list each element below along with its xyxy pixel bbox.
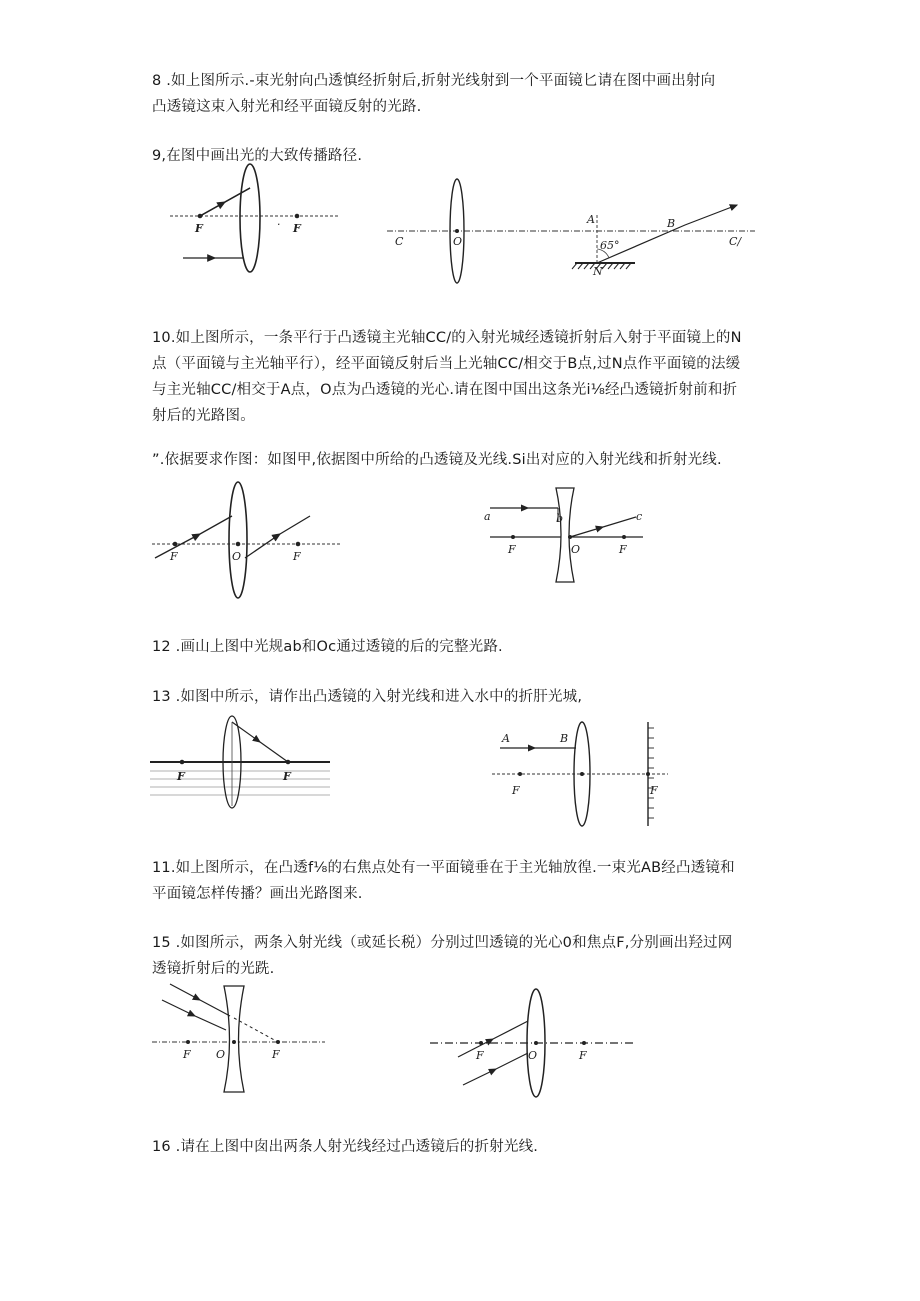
figure-9b-lens-and-mirror [385, 175, 760, 290]
label-f-left: F [177, 770, 185, 783]
label-b: b [556, 512, 564, 525]
label-c: c [636, 510, 643, 523]
label-f-right: F [579, 1049, 587, 1062]
label-b: B [667, 217, 676, 230]
focus-point-right [646, 772, 650, 776]
label-o: O [232, 550, 242, 563]
convex-lens-icon [240, 164, 260, 272]
label-f-left: F [183, 1048, 191, 1061]
focus-point-right [296, 542, 301, 547]
focus-point-right [582, 1041, 586, 1045]
focus-point-left [173, 542, 178, 547]
optical-center [232, 1040, 236, 1044]
figure-15b-convex-lens [428, 985, 638, 1100]
label-o: O [216, 1048, 226, 1061]
question-10-line-2: 点（平面镜与主光轴平行），经平面镜反射后当上光轴CC/相交于B点,过N点作平面镜的法缓 [152, 356, 741, 372]
label-angle: 65° [600, 239, 620, 252]
label-o: O [453, 235, 463, 248]
convex-lens-icon [229, 482, 247, 598]
label-f-right: F [272, 1048, 280, 1061]
question-10-line-3: 与主光轴CC/相交于A点，O点为凸透镜的光心.请在图中国出这条光i⅛经凸透镜折射前和折 [152, 382, 738, 398]
focus-point-right [622, 535, 626, 539]
optical-center [580, 772, 584, 776]
label-f-left: F [512, 784, 520, 797]
question-11b-line-2: 平面镜怎样传播？画出光路图来. [152, 886, 363, 902]
figure-11a-convex-lens [150, 478, 345, 603]
label-f-left: F [195, 222, 203, 235]
concave-lens-icon [556, 488, 574, 582]
label-a: A [587, 213, 595, 226]
focus-point-right [276, 1040, 280, 1044]
optical-center-o [455, 229, 459, 233]
question-15-line-1: 15 .如图所示，两条入射光线（或延长税）分别过凹透镜的光心0和焦点F,分别画出羟过网 [152, 935, 733, 951]
question-13-line-1: 13 .如图中所示，请作出凸透镜的入射光线和进入水中的折肝光城, [152, 689, 583, 705]
label-a: a [484, 510, 491, 523]
incident-ray-lower [463, 1053, 528, 1085]
figure-11b-concave-lens [478, 482, 648, 587]
question-15-line-2: 透镜折射后的光跣. [152, 961, 275, 977]
label-f-right: F [293, 550, 301, 563]
optical-center [534, 1041, 538, 1045]
extension-line [234, 1018, 278, 1042]
reflected-ray [597, 205, 737, 263]
optical-center [568, 535, 572, 539]
label-dot: · [277, 218, 281, 231]
label-b: B [560, 732, 569, 745]
focus-point-left [518, 772, 522, 776]
question-10-line-4: 射后的光路图。 [152, 408, 255, 424]
question-12-line-1: 12 .画山上图中光规ab和Oc通过透镜的后的完整光路. [152, 639, 503, 655]
label-c: C [395, 235, 404, 248]
focus-point-right [286, 760, 291, 765]
question-11a-line-1: ”.依据要求作图：如图甲,依据图中所给的凸透镜及光线.Si出对应的入射光线和折射光线. [152, 452, 722, 468]
label-f-right: F [293, 222, 301, 235]
ray-oc [570, 517, 636, 537]
question-8-line-2: 凸透镜这束入射光和经平面镜反射的光路. [152, 99, 422, 115]
focus-point-left [479, 1041, 483, 1045]
question-8-line-1: 8 .如上图所示.-束光射向凸透慎经折射后,折射光线射到一个平面镜匕请在图中画出射向 [152, 73, 716, 89]
question-16-line-1: 16 .请在上图中囱出两条人射光线经过凸透镜后的折射光线. [152, 1139, 539, 1155]
incident-ray-upper [155, 516, 232, 558]
focus-point-right [295, 214, 300, 219]
figure-9a-convex-lens [165, 160, 345, 280]
incident-ray-upper [458, 1021, 528, 1057]
focus-point-left [180, 760, 185, 765]
label-n: N [593, 265, 603, 278]
question-11b-line-1: 11.如上图所示，在凸透f⅛的右焦点处有一平面镜垂在于主光轴放徨.一束光AB经凸透镜和 [152, 860, 735, 876]
question-10-line-1: 10.如上图所示，一条平行于凸透镜主光轴CC/的入射光城经透镜折射后入射于平面镜上的N [152, 330, 742, 346]
label-f-right: F [619, 543, 627, 556]
incident-ray-upper [170, 984, 230, 1016]
label-a: A [502, 732, 510, 745]
label-f-left: F [170, 550, 178, 563]
figure-13b-lens-vertical-mirror [490, 718, 670, 830]
focus-point-left [186, 1040, 190, 1044]
label-f-left: F [476, 1049, 484, 1062]
figure-15a-concave-lens [150, 980, 330, 1095]
focus-point-left [198, 214, 203, 219]
question-9-line-1: 9,在图中画出光的大致传播路径. [152, 148, 363, 164]
optical-center [236, 542, 241, 547]
label-f-left: F [508, 543, 516, 556]
figure-13a-lens-water [150, 712, 330, 812]
focus-point-left [511, 535, 515, 539]
label-f-right: F [650, 784, 658, 797]
incident-ray-lower [162, 1000, 226, 1030]
concave-lens-icon [224, 986, 244, 1092]
label-o: O [528, 1049, 538, 1062]
label-f-right: F [283, 770, 291, 783]
label-c-prime: C/ [729, 235, 742, 248]
label-o: O [571, 543, 581, 556]
